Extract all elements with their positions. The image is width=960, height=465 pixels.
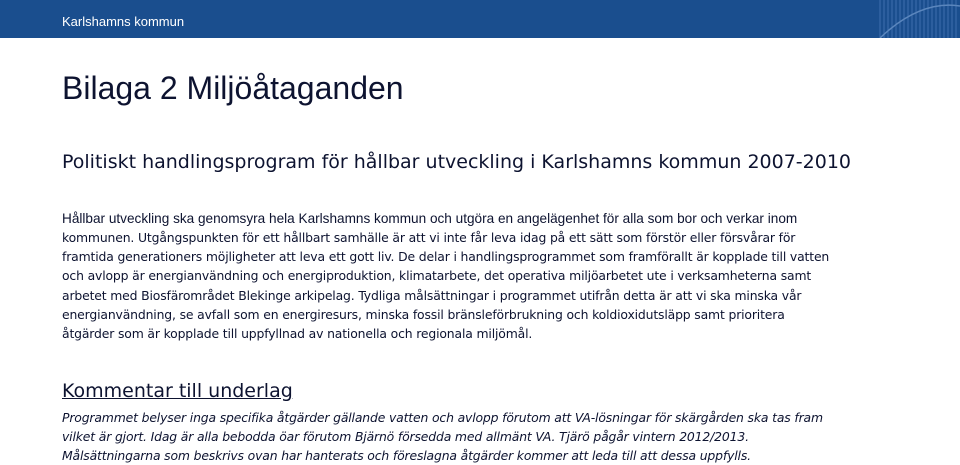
body-line: åtgärder som är kopplade till uppfyllnad av nationella och regionala miljömål. bbox=[62, 326, 533, 342]
header-org-name: Karlshamns kommun bbox=[62, 14, 185, 29]
body-line: energianvändning, se avfall som en energiresurs, minska fossil bränsleförbrukning och koldioxidutsläpp samt prioritera bbox=[62, 306, 785, 322]
comment-heading: Kommentar till underlag bbox=[62, 380, 293, 402]
body-line: och avlopp är energianvändning och energiproduktion, klimatarbete, det operativa miljöarbetet ute i verksamheterna samt bbox=[62, 268, 812, 284]
body-line: framtida generationers möjligheter att leva ett gott liv. De delar i handlingsprogrammet som framförallt är kopplade till vatten bbox=[62, 249, 830, 265]
comment-line: Programmet belyser inga specifika åtgärder gällande vatten och avlopp förutom att VA-lösningar för skärgården ska tas fram bbox=[62, 410, 823, 425]
comment-line: Målsättningarna som beskrivs ovan har hanterats och föreslagna åtgärder kommer att leda till att dessa uppfylls. bbox=[62, 448, 751, 463]
comment-line: vilket är gjort. Idag är alla bebodda öar förutom Bjärnö försedda med allmänt VA. Tjärö pågår vintern 2012/2013. bbox=[62, 429, 749, 444]
intro-line: Hållbar utveckling ska genomsyra hela Karlshamns kommun och utgöra en angelägenhet för alla som bor och verkar inom bbox=[62, 211, 798, 226]
page-title: Bilaga 2 Miljöåtaganden bbox=[62, 70, 404, 106]
body-line: kommunen. Utgångspunkten för ett hållbart samhälle är att vi inte får leva idag på ett sätt som förstör eller försvårar för bbox=[62, 230, 796, 245]
header-bar bbox=[0, 0, 960, 38]
body-paragraph bbox=[62, 228, 942, 343]
comment-paragraph bbox=[62, 408, 942, 465]
document-subtitle: Politiskt handlingsprogram för hållbar utveckling i Karlshamns kommun 2007-2010 bbox=[62, 151, 852, 173]
header-decoration-pattern bbox=[840, 0, 960, 38]
body-line: arbetet med Biosfärområdet Blekinge arkipelag. Tydliga målsättningar i programmet utifrån detta är att vi ska minska vår bbox=[62, 287, 802, 303]
intro-paragraph bbox=[62, 209, 922, 228]
